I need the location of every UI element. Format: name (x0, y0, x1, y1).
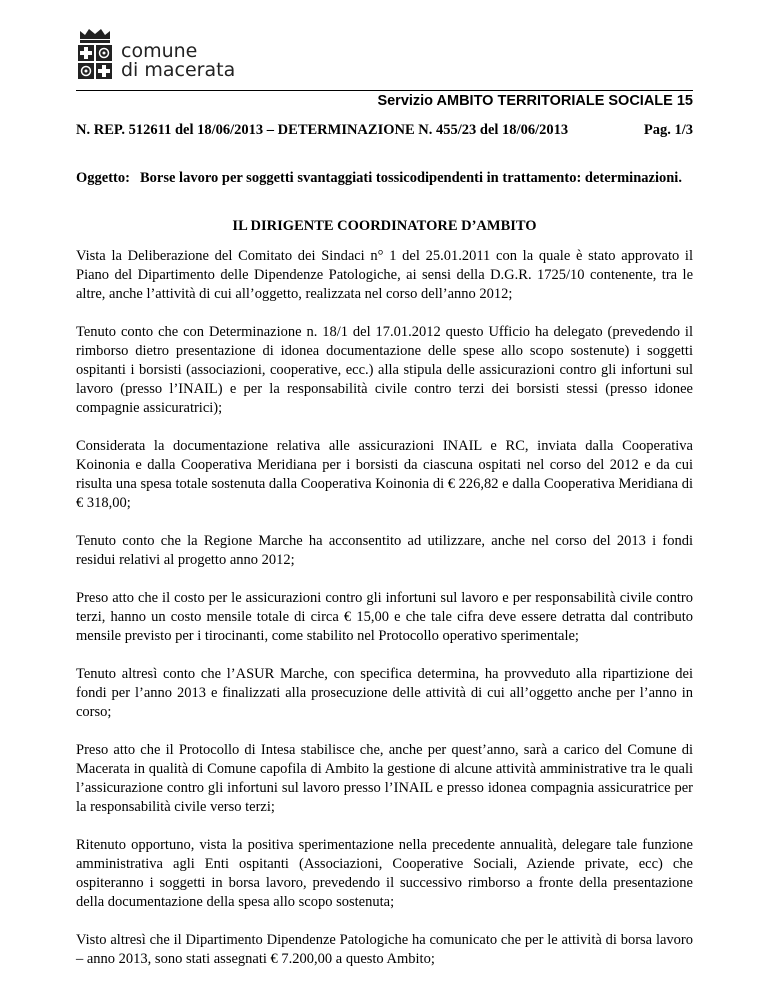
header-divider (76, 90, 693, 91)
section-heading: IL DIRIGENTE COORDINATORE D’AMBITO (232, 218, 537, 234)
paragraph: Tenuto conto che la Regione Marche ha acconsentito ad utilizzare, anche nel corso del 2013 i fondi residui relativi al progetto anno 2012; (76, 533, 693, 568)
subject-text: Borse lavoro per soggetti svantaggiati tossicodipendenti in trattamento: determinazioni. (140, 170, 682, 186)
paragraph: Visto altresì che il Dipartimento Dipendenze Patologiche ha comunicato che per le attività di borsa lavoro – anno 2013, sono stati assegnati € 7.200,00 a questo Ambito; (76, 932, 693, 967)
service-name: Servizio AMBITO TERRITORIALE SOCIALE 15 (377, 93, 693, 109)
registry-line (76, 122, 693, 139)
paragraph: Vista la Deliberazione del Comitato dei Sindaci n° 1 del 25.01.2011 con la quale è stato approvato il Piano del Dipartimento delle Dipendenze Patologiche, ai sensi della D.G.R. 1725/10 contenente, tra le altre, anche l’attività di cui all’oggetto, realizzata nel corso dell’anno 2012; (76, 248, 693, 302)
paragraph: Considerata la documentazione relativa alle assicurazioni INAIL e RC, inviata dalla Cooperativa Koinonia e dalla Cooperativa Meridiana per i borsisti da ciascuna ospitati nel corso del 2012 e da cui risulta una spesa totale sostenuta dalla Cooperativa Koinonia di € 226,82 e dalla Cooperativa Meridiana di € 318,00; (76, 438, 693, 511)
paragraph: Preso atto che il Protocollo di Intesa stabilisce che, anche per quest’anno, sarà a carico del Comune di Macerata in qualità di Comune capofila di Ambito la gestione di alcune attività amministrative tra le quali l’assicurazione contro gli infortuni sul lavoro presso l’INAIL e presso idonea compagnia assicuratrice per la responsabilità civile verso terzi; (76, 742, 693, 815)
subject-label: Oggetto: (76, 170, 130, 186)
logo-wordmark (121, 42, 235, 80)
logo-line-macerata: di macerata (121, 59, 236, 81)
registry-number: N. REP. 512611 del 18/06/2013 – DETERMINAZIONE N. 455/23 del 18/06/2013 (76, 122, 569, 138)
municipality-logo (76, 26, 235, 84)
paragraph: Tenuto altresì conto che l’ASUR Marche, con specifica determina, ha provveduto alla ripartizione dei fondi per l’anno 2013 e finalizzati alla prosecuzione delle attività di cui all’oggetto anche per l’anno in corso; (76, 666, 693, 720)
city-crest-icon (76, 26, 114, 84)
paragraph: Preso atto che il costo per le assicurazioni contro gli infortuni sul lavoro e per responsabilità civile contro terzi, hanno un costo mensile totale di circa € 15,00 e che tale cifra deve essere detratta dal contributo mensile previsto per i tirocinanti, come stabilito nel Protocollo operativo sperimentale; (76, 590, 693, 644)
paragraph: Ritenuto opportuno, vista la positiva sperimentazione nella precedente annualità, delegare tale funzione amministrativa agli Enti ospitanti (Associazioni, Cooperative Sociali, Aziende private, ecc) che ospiteranno i soggetti in borsa lavoro, prevedendo il successivo rimborso a fronte della presentazione della documentazione della spesa allo scopo sostenuta; (76, 837, 693, 910)
document-body (76, 247, 693, 988)
page-number: Pag. 1/3 (643, 122, 693, 138)
subject-block (76, 168, 693, 188)
paragraph: Tenuto conto che con Determinazione n. 18/1 del 17.01.2012 questo Ufficio ha delegato (prevedendo il rimborso dietro presentazione di idonea documentazione delle spese allo scopo sostenute) i soggetti ospitanti i borsisti (associazioni, cooperative, ecc.) alla stipula delle assicurazioni contro gli infortuni sul lavoro (presso l’INAIL) e per la responsabilità civile contro terzi dei borsisti stessi (presso idonee compagnie assicuratrici); (76, 324, 693, 416)
logo-line-comune: comune (121, 40, 198, 62)
